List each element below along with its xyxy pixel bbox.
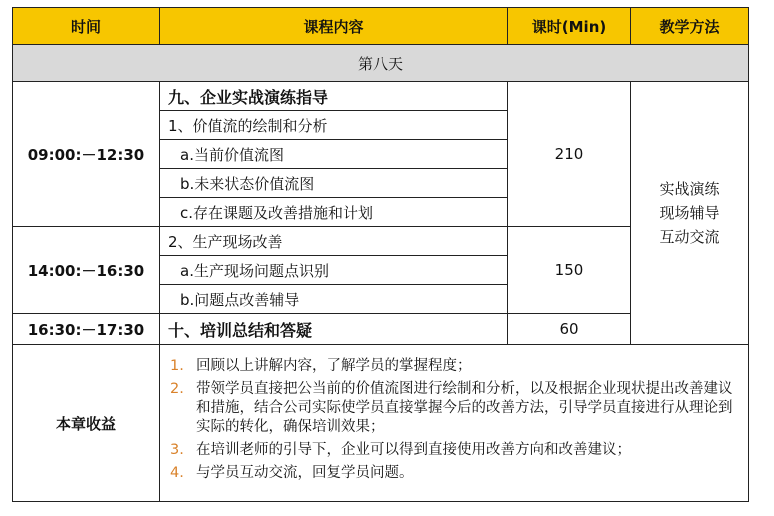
content-item: 2、生产现场改善 <box>160 227 508 256</box>
content-item: b.未来状态价值流图 <box>160 169 508 198</box>
content-item: b.问题点改善辅导 <box>160 285 508 314</box>
list-number: 4. <box>170 465 184 481</box>
teaching-method <box>631 82 749 345</box>
list-text: 与学员互动交流，回复学员问题。 <box>196 465 414 481</box>
session-time: 14:00:－16:30 <box>13 227 160 314</box>
day-row <box>13 45 749 82</box>
method-line: 现场辅导 <box>659 204 720 222</box>
benefits-row <box>13 345 749 502</box>
session-minutes: 60 <box>508 314 631 345</box>
list-number: 3. <box>170 442 184 458</box>
content-item: a.当前价值流图 <box>160 140 508 169</box>
header-method: 教学方法 <box>631 8 749 45</box>
content-item: 十、培训总结和答疑 <box>160 314 508 345</box>
session-minutes: 150 <box>508 227 631 314</box>
header-time: 时间 <box>13 8 160 45</box>
header-content: 课程内容 <box>160 8 508 45</box>
list-number: 2. <box>170 381 184 397</box>
list-item <box>170 380 738 437</box>
content-item: c.存在课题及改善措施和计划 <box>160 198 508 227</box>
method-line: 互动交流 <box>659 228 720 246</box>
content-item: 九、企业实战演练指导 <box>160 82 508 111</box>
content-item: a.生产现场问题点识别 <box>160 256 508 285</box>
table-row <box>13 82 749 111</box>
benefits-list <box>160 345 749 502</box>
header-row <box>13 8 749 45</box>
content-item: 1、价值流的绘制和分析 <box>160 111 508 140</box>
session-minutes: 210 <box>508 82 631 227</box>
list-item <box>170 464 738 483</box>
day-title: 第八天 <box>13 45 749 82</box>
list-number: 1. <box>170 358 184 374</box>
schedule-table <box>12 7 749 502</box>
list-text: 带领学员直接把公当前的价值流图进行绘制和分析，以及根据企业现状提出改善建议和措施，结合公司实际使学员直接掌握今后的改善方法，引导学员直接进行从理论到实际的转化，确保培训效果； <box>196 381 733 435</box>
list-item <box>170 357 738 376</box>
list-text: 在培训老师的引导下，企业可以得到直接使用改善方向和改善建议； <box>196 442 631 458</box>
header-duration: 课时(Min) <box>508 8 631 45</box>
session-time: 16:30:－17:30 <box>13 314 160 345</box>
list-item <box>170 441 738 460</box>
list-text: 回顾以上讲解内容，了解学员的掌握程度； <box>196 358 472 374</box>
method-line: 实战演练 <box>659 180 720 198</box>
session-time: 09:00:－12:30 <box>13 82 160 227</box>
benefits-title: 本章收益 <box>13 345 160 502</box>
